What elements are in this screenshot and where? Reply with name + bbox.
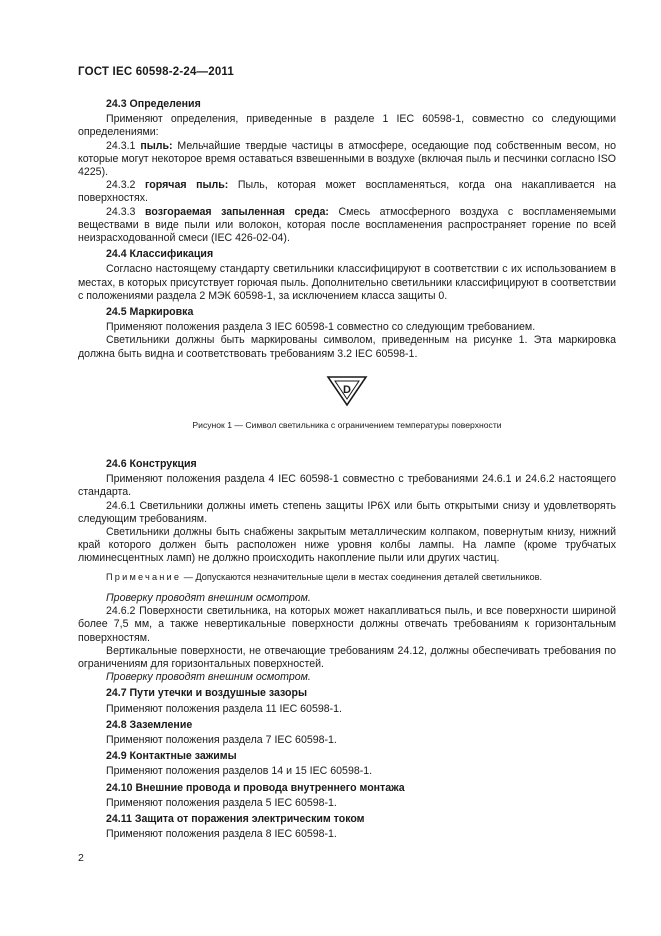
page-number: 2 xyxy=(78,852,84,864)
symbol-letter: D xyxy=(343,383,351,396)
document-header: ГОСТ IEC 60598-2-24—2011 xyxy=(78,66,234,78)
term-hot-dust: горячая пыль: xyxy=(145,179,229,192)
definition-text: Смесь атмосферного воздуха с воспламеняемыми веществами в виде пыли или волокон, которая после воспламенения распространяет горение по всей неизрасходованной смеси (IEC 426-02-04). xyxy=(78,205,616,245)
figure-caption: Рисунок 1 — Символ светильника с ограничением температуры поверхности xyxy=(192,419,502,430)
clause-number: 24.3.1 xyxy=(106,139,141,152)
construction-text-5: Вертикальные поверхности, не отвечающие требованиям 24.12, должны обеспечивать требования по ограничениям для горизонтальных поверхностей. xyxy=(78,644,616,670)
section-text-24-9: Применяют положения разделов 14 и 15 IEC 60598-1. xyxy=(106,765,373,778)
definition-text: Пыль, которая может воспламеняться, когда она накапливается на поверхностях. xyxy=(78,179,617,205)
marking-text-1: Применяют положения раздела 3 IEC 60598-1 совместно со следующим требованием. xyxy=(106,321,536,334)
clause-number: 24.3.3 xyxy=(106,205,145,218)
section-heading-24-9: 24.9 Контактные зажимы xyxy=(106,750,237,763)
check-statement-1: Проверку проводят внешним осмотром. xyxy=(106,591,311,604)
definition-dust xyxy=(78,140,616,180)
marking-text-2: Светильники должны быть маркированы символом, приведенным на рисунке 1. Эта маркировка должна быть видна и соответствовать требованиям 3.2 IEC 60598-1. xyxy=(78,334,616,360)
section-text-24-8: Применяют положения раздела 7 IEC 60598-1. xyxy=(106,733,337,746)
section-heading-24-3: 24.3 Определения xyxy=(106,98,201,110)
term-dust-atmosphere: возгораемая запыленная среда: xyxy=(145,205,329,218)
note-label: Примечание xyxy=(106,571,182,582)
temperature-limited-luminaire-symbol xyxy=(326,375,368,407)
construction-text-1: Применяют положения раздела 4 IEC 60598-1 совместно с требованиями 24.6.1 и 24.6.2 настоящего стандарта. xyxy=(78,473,616,499)
construction-text-3: Светильники должны быть снабжены закрытым металлическим колпаком, повернутым книзу, нижний край которого должен быть расположен ниже уровня колбы лампы. На лампе (кроме трубчатых люминесцентных ламп) не должно происходить накопление пыли или других частиц. xyxy=(78,526,616,565)
section-heading-24-11: 24.11 Защита от поражения электрическим током xyxy=(106,812,365,825)
section-heading-24-10: 24.10 Внешние провода и провода внутреннего монтажа xyxy=(106,781,405,794)
section-heading-24-7: 24.7 Пути утечки и воздушные зазоры xyxy=(106,687,308,700)
section-text-24-11: Применяют положения раздела 8 IEC 60598-1. xyxy=(106,828,337,841)
definitions-intro: Применяют определения, приведенные в разделе 1 IEC 60598-1, совместно со следующими определениями: xyxy=(78,113,616,139)
clause-number: 24.3.2 xyxy=(106,179,146,192)
section-heading-24-6: 24.6 Конструкция xyxy=(106,458,197,471)
section-text-24-10: Применяют положения раздела 5 IEC 60598-1. xyxy=(106,796,337,809)
figure-1 xyxy=(78,375,616,407)
section-heading-24-8: 24.8 Заземление xyxy=(106,718,193,731)
construction-text-4: 24.6.2 Поверхности светильника, на которых может накапливаться пыль, и все поверхности шириной более 7,5 мм, а также невертикальные поверхности должны отвечать требованиям к горизонтальным поверхностям. xyxy=(78,605,616,644)
classification-text: Согласно настоящему стандарту светильники классифицируют в соответствии с их использованием в местах, в которых присутствует горючая пыль. Дополнительно светильники классифицируют в соответствии с положениями раздела 2 МЭК 60598-1, за исключением класса защиты 0. xyxy=(78,263,616,302)
construction-text-2: 24.6.1 Светильники должны иметь степень защиты IP6X или быть открытыми снизу и удовлетворять следующим требованиям. xyxy=(78,499,616,525)
term-dust: пыль: xyxy=(140,139,173,152)
definition-hot-dust xyxy=(78,179,616,205)
check-statement-2: Проверку проводят внешним осмотром. xyxy=(106,671,311,684)
definition-dust-atmosphere xyxy=(78,206,616,246)
section-heading-24-5: 24.5 Маркировка xyxy=(106,306,194,319)
note-text: — Допускаются незначительные щели в местах соединения деталей светильников. xyxy=(181,571,543,582)
note xyxy=(78,571,616,584)
document-body xyxy=(78,95,616,841)
section-text-24-7: Применяют положения раздела 11 IEC 60598-1. xyxy=(106,702,342,715)
section-heading-24-4: 24.4 Классификация xyxy=(106,248,214,261)
definition-text: Мельчайшие твердые частицы в атмосфере, оседающие под собственным весом, но которые могут некоторое время оставаться взвешенными в воздухе (включая пыль и песчинки согласно ISO 4225). xyxy=(78,139,616,179)
